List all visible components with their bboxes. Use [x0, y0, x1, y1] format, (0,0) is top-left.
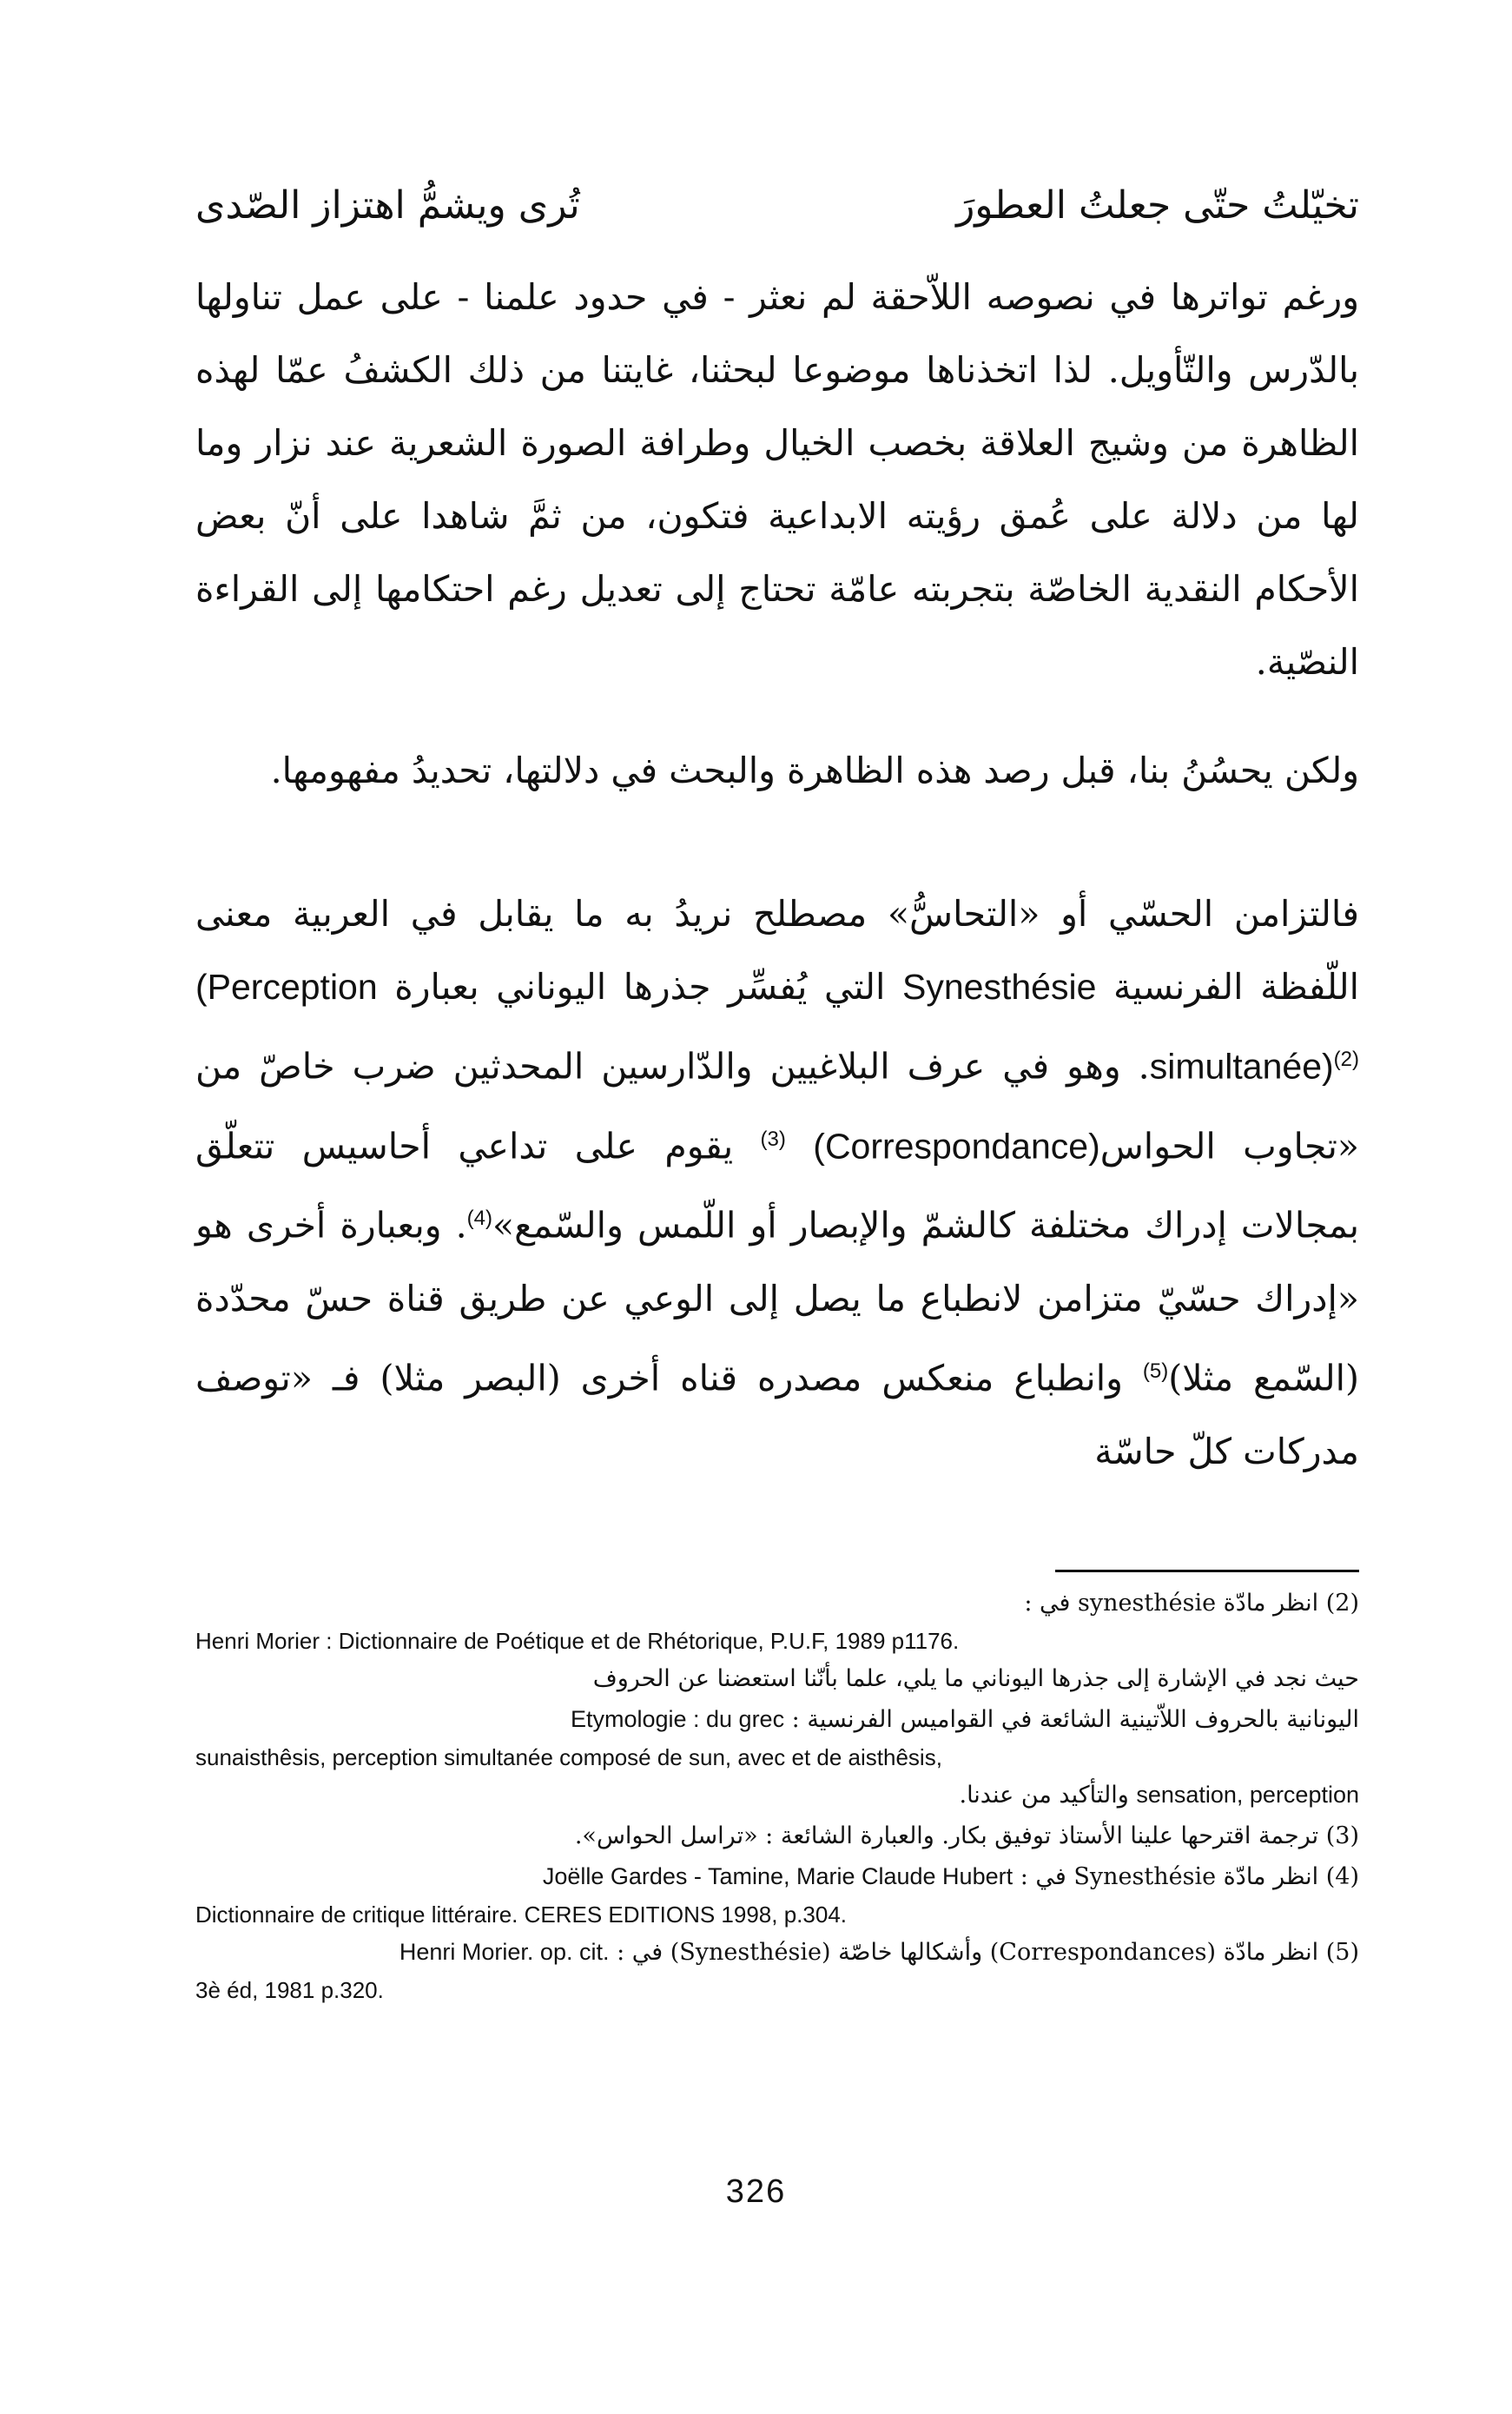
footnote-4-heading: (4) انظر مادّة Synesthésie في : Joëlle Gardes - Tamine, Marie Claude Hubert — [542, 1863, 1359, 1890]
p3-text-m: وانطباع منعكس مصدره قناه أخرى (البصر مثلا) فـ «توصف مدركات كلّ حاسّة — [195, 1357, 1359, 1472]
footnote-2-text-1: حيث نجد في الإشارة إلى جذرها اليوناني ما يلي، علما بأنّنا استعضنا عن الحروف — [592, 1665, 1359, 1692]
footnote-ref-3: (3) — [760, 1127, 786, 1151]
footnote-2-etymology: sunaisthêsis, perception simultanée composé de sun, avec et de aisthêsis, — [195, 1744, 942, 1770]
p3-text-f: . وهو في عرف البلاغيين والدّارسين المحدثين ضرب خاصّ من «تجاوب الحواس — [195, 1045, 1359, 1167]
footnote-3: (3) ترجمة اقترحها علينا الأستاذ توفيق بكار. والعبارة الشائعة : «تراسل الحواس». — [574, 1822, 1359, 1849]
verse-hemistich-left: تُرى ويشمُّ اهتزاز الصّدى — [195, 183, 580, 228]
page-number: 326 — [725, 2173, 787, 2210]
footnote-ref-5: (5) — [1142, 1359, 1169, 1383]
term-synesthesie: Synesthésie — [902, 967, 1097, 1007]
poem-verse — [195, 178, 1359, 234]
paragraph-2: ولكن يحسُنُ بنا، قبل رصد هذه الظاهرة والبحث في دلالتها، تحديدُ مفهومها. — [270, 750, 1359, 791]
term-perception-simultanee: (Perception simultanée) — [195, 967, 1334, 1087]
p3-text-a: فالتزامن الحسّي أو «التحاسُّ» مصطلح نريدُ به ما يقابل في العربية معنى اللّفظة الفرنسية — [195, 893, 1359, 1008]
p3-text-k: . وبعبارة أخرى هو «إدراك حسّيّ متزامن لانطباع ما يصل إلى الوعي عن طريق قناة حسّ محدّدة (السّمع مثلا) — [195, 1204, 1359, 1399]
paragraph-1: ورغم تواترها في نصوصه اللاّحقة لم نعثر - في حدود علمنا - على عمل تناولها بالدّرس والتّأويل. لذا اتخذناها موضوعا لبحثنا، غايتنا من ذلك الكشفُ عمّا لهذه الظاهرة من وشيج العلاقة بخصب الخيال وطرافة الصورة الشعرية عند نزار وما لها من دلالة على عُمق رؤيته الابداعية فتكون، من ثمَّ شاهدا على أنّ بعض الأحكام النقدية الخاصّة بتجربته عامّة تحتاج إلى تعديل رغم احتكامها إلى القراءة النصّية. — [195, 276, 1359, 683]
verse-hemistich-right: تخيّلتُ حتّى جعلتُ العطورَ — [956, 183, 1359, 228]
footnote-5-heading: (5) انظر مادّة (Correspondances) وأشكالها خاصّة (Synesthésie) في : Henri Morier. op. cit. — [399, 1939, 1359, 1966]
term-correspondance: (Correspondance) — [813, 1126, 1100, 1167]
footnote-4-reference: Dictionnaire de critique littéraire. CERES EDITIONS 1998, p.304. — [195, 1901, 848, 1928]
footnote-2-text-3: sensation, perception والتأكيد من عندنا. — [959, 1782, 1359, 1809]
p3-text-i: يقوم على تداعي أحاسيس تتعلّق بمجالات إدراك مختلفة كالشمّ والإبصار أو اللّمس والسّمع» — [195, 1125, 1359, 1247]
footnote-ref-2: (2) — [1333, 1048, 1359, 1071]
footnote-5-reference: 3è éd, 1981 p.320. — [195, 1977, 384, 2003]
footnote-separator — [1055, 1570, 1359, 1572]
footnote-2-heading: (2) انظر مادّة synesthésie في : — [1024, 1590, 1359, 1617]
footnote-2-text-2: اليونانية بالحروف اللاّتينية الشائعة في القواميس الفرنسية : Etymologie : du grec — [570, 1706, 1359, 1733]
paragraph-3 — [195, 877, 1359, 1488]
p3-text-c: التي يُفسِّر جذرها اليوناني بعبارة — [394, 966, 886, 1008]
footnote-ref-4: (4) — [466, 1207, 492, 1231]
footnote-2-reference: Henri Morier : Dictionnaire de Poétique et de Rhétorique, P.U.F, 1989 p1176. — [195, 1628, 960, 1654]
footnotes — [195, 1583, 1359, 2007]
